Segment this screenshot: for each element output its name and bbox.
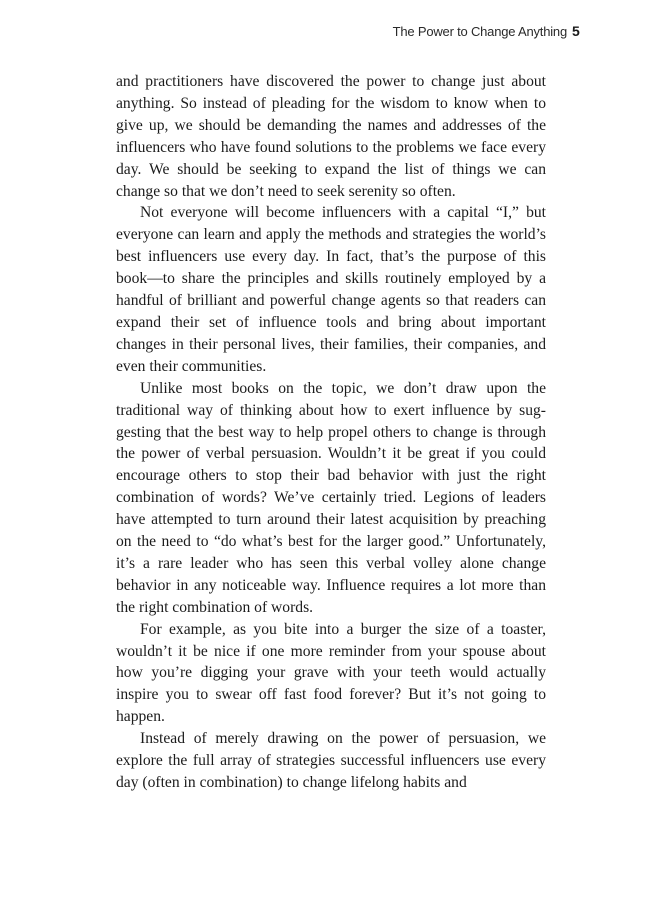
body-text [116, 71, 546, 794]
paragraph-continuation: and practitioners have discovered the power to change just about anything. So instead of pleading for the wisdom to know when to give up, we should be demanding the names and addresses of the influencers who have found solutions to the problems we face every day. We should be seeking to expand the list of things we can change so that we don’t need to seek serenity so often. [116, 73, 546, 200]
paragraph-strategies: Instead of merely drawing on the power of persuasion, we explore the full array of strategies successful influencers use every day (often in combination) to change lifelong habits and [116, 730, 546, 791]
running-head-title: The Power to Change Anything [392, 24, 567, 39]
page-number: 5 [572, 23, 580, 39]
paragraph-influencers: Not everyone will become influencers with a capital “I,” but everyone can learn and apply the methods and strategies the world’s best influencers use every day. In fact, that’s the purpose of this book—to share the principles and skills routinely employed by a handful of brilliant and powerful change agents so that readers can expand their set of influence tools and bring about important changes in their personal lives, their families, their companies, and even their communities. [116, 204, 546, 375]
paragraph-burger-example: For example, as you bite into a burger the size of a toaster, wouldn’t it be nice if one more reminder from your spouse about how you’re digging your grave with your teeth would actually inspire you to swear off fast food forever? But it’s not going to happen. [116, 620, 546, 726]
paragraph-verbal-persuasion: Unlike most books on the topic, we don’t draw upon the traditional way of thinking about how to exert influence by suggesting that the best way to help propel others to change is through the power of verbal persuasion. Wouldn’t it be great if you could encourage others to stop their bad behavior with just the right combination of words? We’ve certainly tried. Legions of leaders have attempted to turn around their latest acquisition by preaching on the need to “do what’s best for the larger good.” Unfortunately, it’s a rare leader who has seen this verbal volley alone change behavior in any noticeable way. Influence requires a lot more than the right combination of words. [116, 379, 546, 616]
